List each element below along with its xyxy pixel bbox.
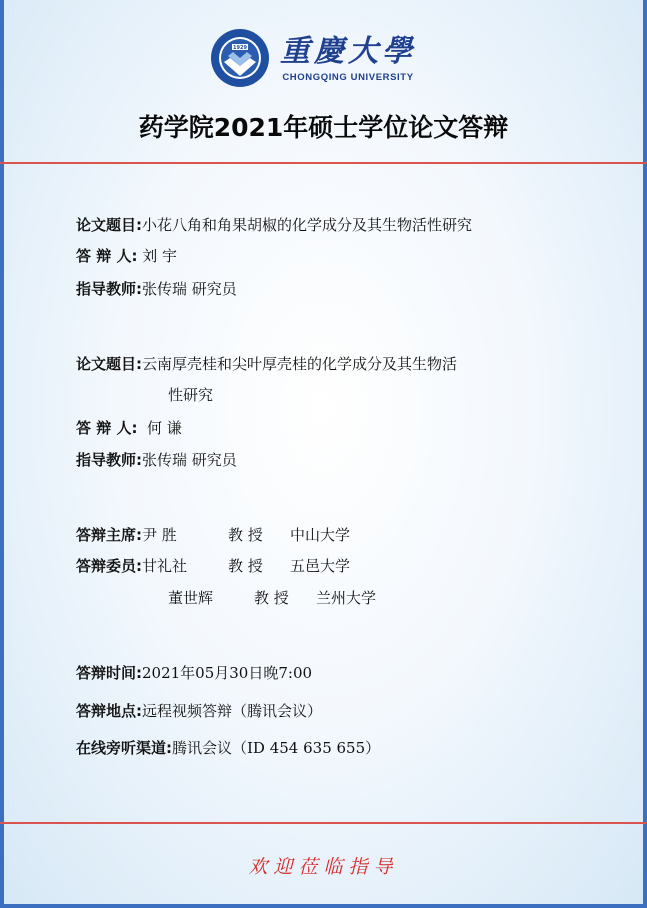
defense2-topic: 云南厚壳桂和尖叶厚壳桂的化学成分及其生物活 [142, 355, 458, 373]
defense2-topic-row [76, 354, 457, 374]
defense2-advisor-label: 指导教师: [76, 451, 142, 469]
member-name: 甘礼社 [142, 557, 188, 575]
page-title: 药学院2021年硕士学位论文答辩 [138, 113, 509, 142]
defense-time: 2021年05月30日晚7:00 [142, 664, 313, 682]
seal-year: 1929 [233, 45, 247, 51]
member-title: 教 授 [228, 557, 263, 575]
defense-time-label: 答辩时间: [76, 664, 142, 682]
committee-member-row-1 [76, 556, 350, 576]
page-border-bottom [0, 904, 647, 908]
defense1-topic-label: 论文题目: [76, 216, 142, 234]
university-seal-icon [210, 28, 270, 88]
member-org: 兰州大学 [316, 589, 377, 607]
university-logo [210, 26, 416, 90]
online-channel-row [76, 738, 380, 758]
defense2-advisor-row [76, 450, 237, 470]
defense1-defender-row [76, 246, 177, 266]
online-channel-label: 在线旁听渠道: [76, 739, 172, 757]
committee-chair-label: 答辩主席: [76, 526, 142, 544]
university-name-en: CHONGQING UNIVERSITY [282, 71, 414, 83]
bottom-divider [0, 822, 647, 824]
defense1-defender: 刘 宇 [142, 247, 178, 265]
defense1-topic-row [76, 215, 472, 235]
defense-place-row [76, 701, 322, 721]
committee-member-row-2 [168, 588, 376, 608]
defense1-defender-label: 答 辩 人: [76, 247, 138, 265]
defense2-advisor: 张传瑞 研究员 [142, 451, 237, 469]
top-divider [0, 162, 647, 164]
defense1-advisor-label: 指导教师: [76, 280, 142, 298]
defense-place: 远程视频答辩（腾讯会议） [142, 702, 323, 720]
defense1-advisor: 张传瑞 研究员 [142, 280, 237, 298]
member-org: 五邑大学 [290, 557, 351, 575]
defense2-defender-row [76, 418, 182, 438]
defense-time-row [76, 663, 312, 683]
member-name: 董世辉 [168, 589, 214, 607]
committee-member-label: 答辩委员: [76, 557, 142, 575]
committee-chair-row [76, 525, 350, 545]
defense2-defender: 何 谦 [147, 419, 182, 437]
university-name-cn: 重慶大學 [280, 33, 416, 69]
online-channel: 腾讯会议（ID 454 635 655） [172, 739, 381, 757]
member-title: 教 授 [254, 589, 289, 607]
chair-name: 尹 胜 [142, 526, 177, 544]
closing-message: 欢迎莅临指导 [248, 856, 399, 878]
defense2-defender-label: 答 辩 人: [76, 419, 138, 437]
chair-org: 中山大学 [290, 526, 351, 544]
chair-title: 教 授 [228, 526, 263, 544]
defense-place-label: 答辩地点: [76, 702, 142, 720]
defense2-topic-continued: 性研究 [168, 386, 214, 404]
defense2-topic-label: 论文题目: [76, 355, 142, 373]
defense1-advisor-row [76, 279, 237, 299]
defense1-topic: 小花八角和角果胡椒的化学成分及其生物活性研究 [142, 216, 473, 234]
